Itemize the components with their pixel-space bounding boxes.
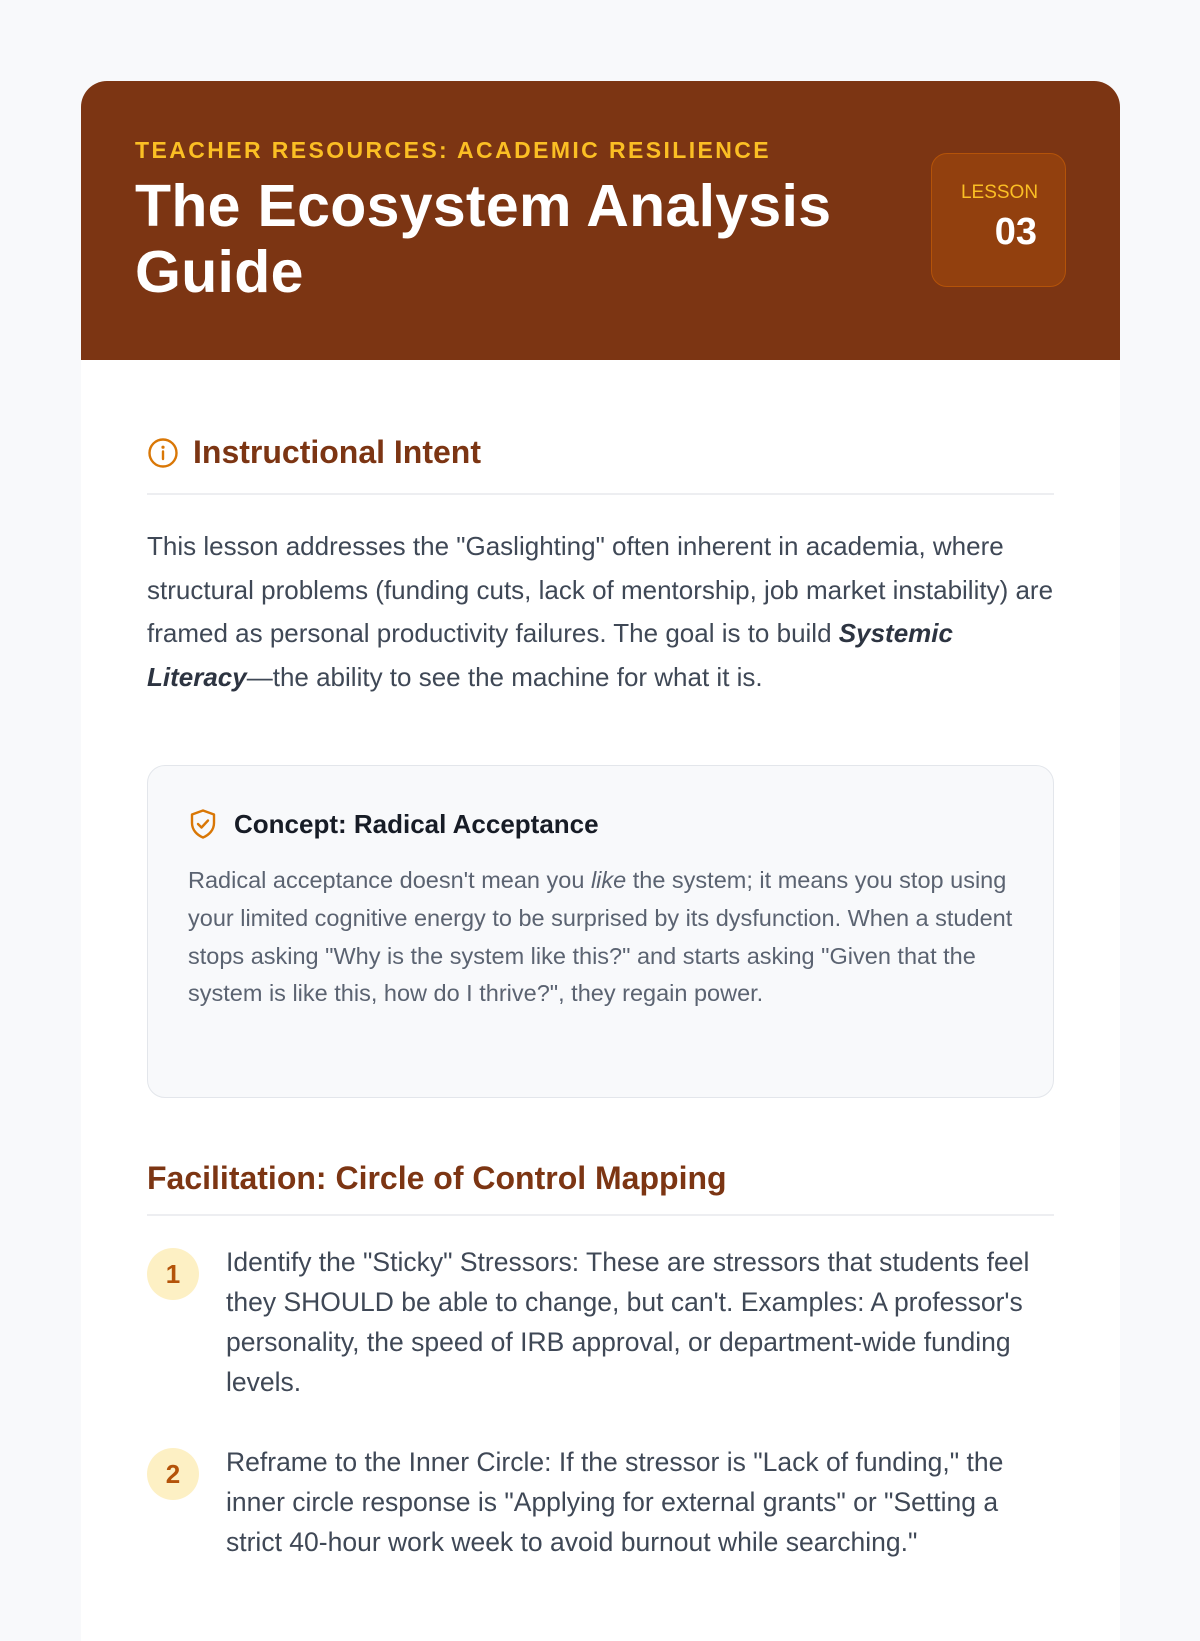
facilitation-title: Facilitation: Circle of Control Mapping xyxy=(147,1159,727,1196)
concept-title-row xyxy=(188,808,1013,840)
intent-emphasis: Systemic Literacy xyxy=(147,618,953,692)
step-text: Identify the "Sticky" Stressors: These are stressors that students feel they SHOULD be able to change, but can't. Examples: A professor's personality, the speed of IRB approval, or department-wide funding levels. xyxy=(226,1247,1030,1397)
step-item xyxy=(147,1442,1054,1562)
info-circle-icon xyxy=(147,437,179,469)
lesson-label: LESSON xyxy=(960,182,1039,203)
intent-text-end: —the ability to see the machine for what it is. xyxy=(246,661,763,692)
concept-text-start: Radical acceptance doesn't mean you xyxy=(188,867,591,893)
page-title: The Ecosystem Analysis Guide xyxy=(135,173,832,305)
header-eyebrow: TEACHER RESOURCES: ACADEMIC RESILIENCE xyxy=(135,137,772,163)
step-text: Reframe to the Inner Circle: If the stressor is "Lack of funding," the inner circle response is "Applying for external grants" or "Setting a strict 40-hour work week to avoid burnout while searching." xyxy=(226,1447,1004,1557)
step-number-badge: 1 xyxy=(147,1248,199,1300)
lesson-content xyxy=(81,424,1120,1562)
step-item xyxy=(147,1242,1054,1402)
shield-check-icon xyxy=(188,808,218,840)
facilitation-heading xyxy=(147,1160,1054,1216)
lesson-header xyxy=(81,81,1120,360)
instructional-intent-heading xyxy=(147,424,1054,495)
step-number-badge: 2 xyxy=(147,1448,199,1500)
lesson-badge xyxy=(931,153,1066,287)
concept-title: Concept: Radical Acceptance xyxy=(234,808,599,839)
intent-paragraph xyxy=(147,525,1054,699)
concept-callout xyxy=(147,765,1054,1098)
lesson-number: 03 xyxy=(994,211,1037,253)
concept-text-end: the system; it means you stop using your limited cognitive energy to be surprised by its dysfunction. When a student stops asking "Why is the system like this?" and starts asking "Given that the system is like this, how do I thrive?", they regain power. xyxy=(188,867,1013,1007)
concept-emphasis: like xyxy=(590,867,627,893)
facilitation-steps xyxy=(147,1242,1054,1562)
concept-text xyxy=(188,862,1013,1013)
intent-text-start: This lesson addresses the "Gaslighting" often inherent in academia, where structural problems (funding cuts, lack of mentorship, job market instability) are framed as personal productivity failures. The goal is to build xyxy=(147,531,1054,648)
instructional-intent-title: Instructional Intent xyxy=(193,434,481,470)
lesson-guide-card xyxy=(81,81,1120,1641)
